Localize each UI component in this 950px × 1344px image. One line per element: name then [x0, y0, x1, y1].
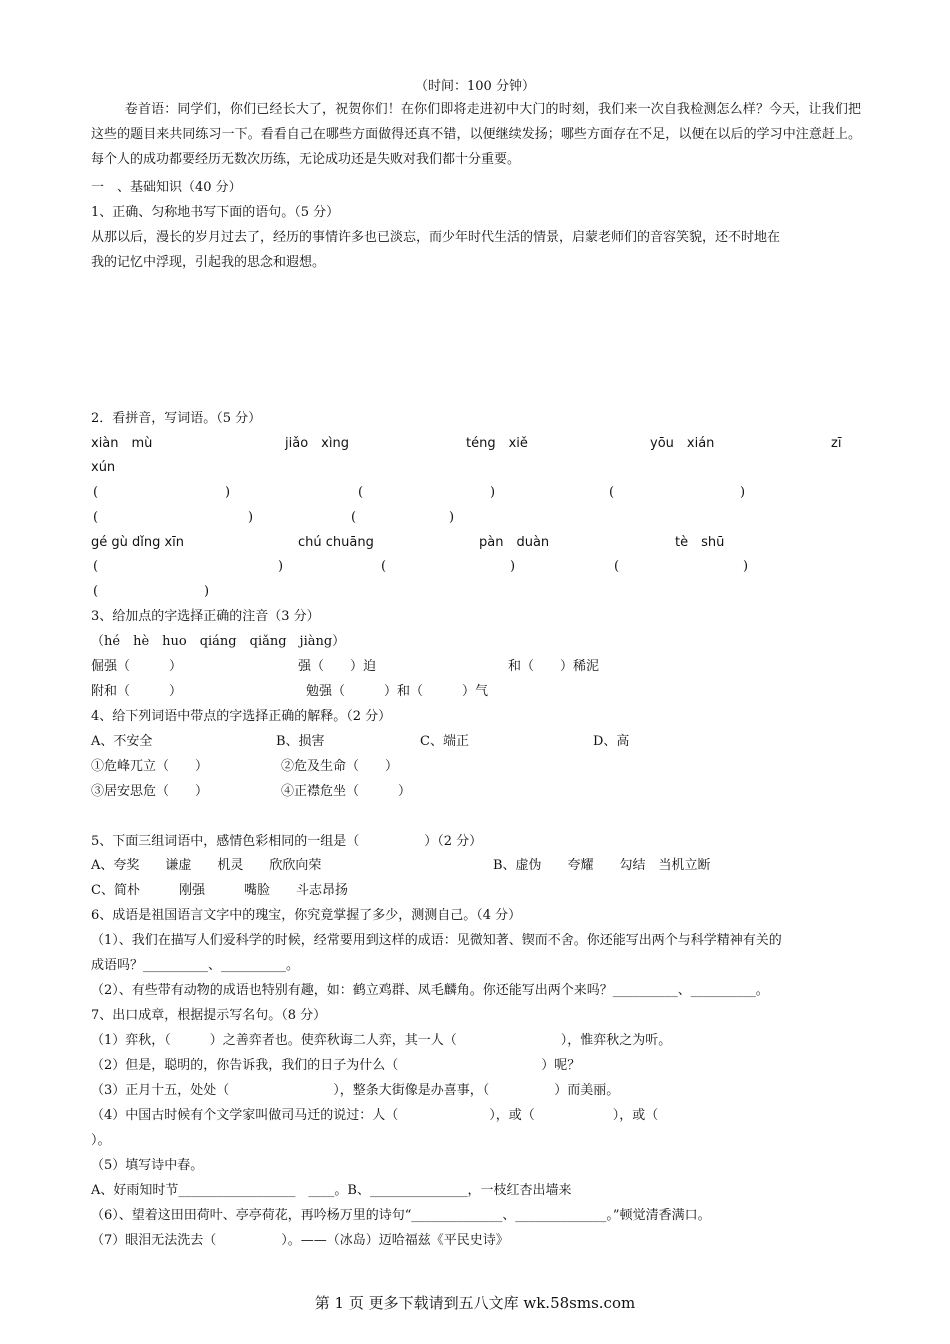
q5-option-a: A、夸奖 谦虚 机灵 欣欣向荣 [91, 858, 322, 873]
q4-option: D、高 [593, 734, 630, 749]
q2-title: 2．看拼音，写词语。（5 分） [91, 411, 262, 426]
q3-item: 倔强（ ） [91, 659, 183, 674]
q4-option: B、损害 [276, 734, 325, 749]
q3-item: 附和（ ） [91, 684, 183, 699]
answer-paren-open: ( [609, 485, 615, 500]
pinyin-item: zī [831, 436, 842, 451]
q7-sub5: （5）填写诗中春。 [91, 1158, 204, 1173]
pinyin-item: chú chuāng [298, 535, 374, 550]
answer-paren-close: ) [449, 510, 455, 525]
q5-title: 5、下面三组词语中，感情色彩相同的一组是（ ）（2 分） [91, 834, 483, 849]
pinyin-item: gé gù dǐng xīn [91, 535, 185, 550]
q1-title: 1、正确、匀称地书写下面的语句。（5 分） [91, 205, 340, 220]
q4-item: ④正襟危坐（ ） [281, 784, 412, 799]
q3-item: 和（ ）稀泥 [508, 659, 600, 674]
q1-sentence-line1: 从那以后，漫长的岁月过去了，经历的事情许多也已淡忘，而少年时代生活的情景，启蒙老师们的音容笑貌，还不时地在 [91, 230, 781, 245]
pinyin-item: pàn duàn [479, 535, 550, 550]
q1-sentence-line2: 我的记忆中浮现，引起我的思念和遐想。 [91, 255, 326, 270]
q3-item: 强（ ）迫 [298, 659, 377, 674]
pinyin-item: tè shū [675, 535, 725, 550]
pinyin-item: yōu xián [650, 436, 715, 451]
answer-paren-open: ( [93, 584, 99, 599]
answer-paren-open: ( [93, 559, 99, 574]
intro-paragraph: 卷首语：同学们，你们已经长大了，祝贺你们！在你们即将走进初中大门的时刻，我们来一次自我检测怎么样？今天，让我们把这些的题目来共同练习一下。看看自己在哪些方面做得还真不错，以便继续发扬；哪些方面存在不足，以便在以后的学习中注意赶上。每个人的成功都要经历无数次历练，无论成功还是失败对我们都十分重要。 [91, 102, 861, 167]
q7-sub6: （6）、望着这田田荷叶、亭亭荷花，再吟杨万里的诗句“______________、______________。”顿觉清香满口。 [91, 1208, 711, 1223]
answer-paren-open: ( [358, 485, 364, 500]
q5-option-c: C、简朴 刚强 嘴脸 斗志昂扬 [91, 883, 348, 898]
answer-paren-close: ) [248, 510, 254, 525]
time-header: （时间：100 分钟） [415, 79, 535, 94]
answer-paren-open: ( [93, 485, 99, 500]
q7-sub4-cont: ）。 [91, 1133, 111, 1148]
pinyin-item: jiǎo xìng [285, 436, 349, 451]
q3-title: 3、给加点的字选择正确的注音（3 分） [91, 609, 320, 624]
q3-options: （hé hè huo qiáng qiǎng jiàng） [91, 634, 346, 649]
pinyin-item: xún [91, 460, 116, 475]
q7-sub3: （3）正月十五，处处（ ），整条大街像是办喜事，（ ）而美丽。 [91, 1083, 620, 1098]
q3-item: 勉强（ ）和（ ）气 [306, 684, 489, 699]
q7-sub5-a: A、好雨知时节__________________ ____。B、_______________，一枝红杏出墙来 [91, 1183, 572, 1198]
answer-paren-open: ( [381, 559, 387, 574]
q4-item: ②危及生命（ ） [281, 759, 399, 774]
answer-paren-open: ( [351, 510, 357, 525]
answer-paren-close: ) [278, 559, 284, 574]
page-footer: 第 1 页 更多下载请到五八文库 wk.58sms.com [314, 1294, 636, 1312]
q4-option: A、不安全 [91, 734, 153, 749]
answer-paren-close: ) [225, 485, 231, 500]
pinyin-item: xiàn mù [91, 436, 153, 451]
q7-sub1: （1）弈秋，（ ）之善弈者也。使弈秋诲二人弈，其一人（ ），惟弈秋之为听。 [91, 1033, 672, 1048]
q4-option: C、端正 [420, 734, 469, 749]
q7-sub7: （7）眼泪无法洗去（ ）。——（冰岛）迈哈福兹《平民史诗》 [91, 1233, 509, 1248]
pinyin-item: téng xiě [466, 436, 528, 451]
answer-paren-close: ) [490, 485, 496, 500]
answer-paren-close: ) [743, 559, 749, 574]
q6-sub1: （1）、我们在描写人们爱科学的时候，经常要用到这样的成语：见微知著、锲而不舍。你还能写出两个与科学精神有关的 [91, 933, 782, 948]
answer-paren-close: ) [740, 485, 746, 500]
q6-sub1-cont: 成语吗？__________、__________。 [91, 958, 300, 973]
q5-option-b: B、虚伪 夸耀 勾结 当机立断 [493, 858, 711, 873]
answer-paren-close: ) [510, 559, 516, 574]
q7-sub2: （2）但是，聪明的，你告诉我，我们的日子为什么（ ）呢？ [91, 1058, 581, 1073]
answer-paren-close: ) [204, 584, 210, 599]
q4-item: ③居安思危（ ） [91, 784, 209, 799]
section1-heading: 一 、基础知识（40 分） [91, 180, 242, 195]
answer-paren-open: ( [93, 510, 99, 525]
q4-item: ①危峰兀立（ ） [91, 759, 209, 774]
q6-sub2: （2）、有些带有动物的成语也特别有趣，如：鹤立鸡群、凤毛麟角。你还能写出两个来吗？__________、__________。 [91, 983, 769, 998]
answer-paren-open: ( [614, 559, 620, 574]
q7-sub4: （4）中国古时候有个文学家叫做司马迁的说过：人（ ），或（ ），或（ [91, 1108, 659, 1123]
q6-title: 6、成语是祖国语言文字中的瑰宝，你究竟掌握了多少，测测自己。（4 分） [91, 908, 522, 923]
q7-title: 7、出口成章，根据提示写名句。（8 分） [91, 1008, 327, 1023]
q4-title: 4、给下列词语中带点的字选择正确的解释。（2 分） [91, 709, 392, 724]
